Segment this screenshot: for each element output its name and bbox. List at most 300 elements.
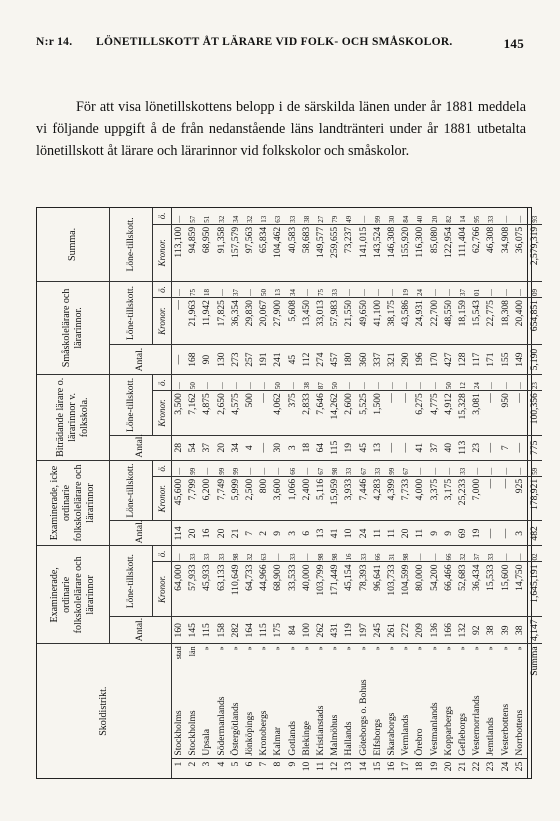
cell-a3: 40 [442,435,456,460]
table-row [286,208,300,778]
tillskott-header: Löne-tillskott. [110,460,153,521]
district-suffix: » [259,646,269,651]
cell-a3: 30 [271,435,285,460]
cell-o3: — [357,374,371,390]
cell-ks: 116,300 [413,224,427,281]
cell-a2: 13 [314,521,328,546]
district-name [200,644,214,758]
cell-k3: 4,875 [200,391,214,436]
cell-o2: — [513,460,528,476]
sum-k2: 178,921 [528,476,543,521]
row-number: 11 [315,761,327,771]
cell-o2: 99 [186,460,200,476]
cell-a1: 175 [271,617,285,644]
district-name [399,644,413,758]
table-row [215,208,229,778]
cell-a1: 38 [484,617,498,644]
cell-k4: 38,175 [385,298,399,345]
cell-a4: 274 [314,345,328,375]
row-number: 25 [513,761,525,772]
cell-a3: — [257,435,271,460]
cell-a2: 20 [399,521,413,546]
table-row [172,208,187,778]
district-name [215,644,229,758]
cell-os: — [357,208,371,224]
district-name [172,644,187,758]
cell-k3: 4,775 [428,391,442,436]
cell-a4: 457 [328,345,342,375]
table-row [229,208,243,778]
sum-a2: 482 [528,521,543,546]
cell-ks: 73,237 [342,224,356,281]
cell-a3: 7 [499,435,513,460]
district-name [413,644,427,758]
district-name [328,644,342,758]
tillskott-header: Löne-tillskott. [110,208,153,281]
cell-k2: 7,799 [186,476,200,521]
district-name [342,644,356,758]
table-body [172,208,543,778]
cell-k1: 45,933 [200,562,214,617]
cell-o4: 33 [328,281,342,297]
district-label: Södermanlands [215,696,227,756]
district-name [513,644,528,758]
cell-k2: 25,233 [456,476,470,521]
cell-o2: 33 [371,460,385,476]
cell-a2: 16 [200,521,214,546]
cell-o1: — [513,546,528,562]
cell-o2: — [470,460,484,476]
district-label: Örebro [414,728,426,756]
cell-a1: 39 [499,617,513,644]
cell-k3: 6,275 [413,391,427,436]
cell-o3: — [413,374,427,390]
row-number: 8 [272,761,284,767]
district-suffix: » [401,646,411,651]
district-suffix: » [429,646,439,651]
page-number: 145 [503,36,524,51]
cell-a3: 45 [357,435,371,460]
district-name [271,644,285,758]
cell-a4: 257 [243,345,257,375]
district-label: Vesterbottens [499,703,511,756]
cell-a4: 241 [271,345,285,375]
cell-o2: 99 [215,460,229,476]
cell-o1: 98 [328,546,342,562]
cell-k4: 21,963 [186,298,200,345]
cell-k1: 80,000 [413,562,427,617]
cell-a3: — [513,435,528,460]
cell-k2: 3,375 [428,476,442,521]
cell-k3: 375 [286,391,300,436]
cell-o2: 66 [286,460,300,476]
row-number: 7 [258,761,270,767]
cell-os: 82 [442,208,456,224]
row-number: 19 [428,761,440,772]
cell-ks: 36,075 [513,224,528,281]
cell-o1: 98 [314,546,328,562]
cell-o1: 98 [229,546,243,562]
cell-k3: 2,600 [342,391,356,436]
cell-a3: 19 [342,435,356,460]
district-name [371,644,385,758]
row-number: 17 [400,761,412,772]
sum-a3: 775 [528,435,543,460]
group-header: Examinerade, ordinarie folkskolelärare och lärarinnor [37,546,110,644]
running-title: LÖNETILLSKOTT ÅT LÄRARE VID FOLK- OCH SMÅSKOLOR. [96,36,453,48]
table-head [37,208,172,778]
cell-a1: 261 [385,617,399,644]
cell-k4: 20,067 [257,298,271,345]
cell-k1: 54,200 [428,562,442,617]
cell-o1: 66 [371,546,385,562]
cell-a4: — [172,345,187,375]
cell-a3: 23 [470,435,484,460]
district-suffix: » [500,646,510,651]
cell-o1: 33 [286,546,300,562]
cell-a1: 166 [442,617,456,644]
cell-k3: 500 [243,391,257,436]
cell-o1: 33 [484,546,498,562]
sum-ks: 2,579,319 [528,224,543,281]
cell-a2: 9 [442,521,456,546]
cell-k2: 4,000 [413,476,427,521]
cell-a4: 170 [428,345,442,375]
cell-ks: 40,583 [286,224,300,281]
district-suffix: » [387,646,397,651]
cell-o4: 75 [314,281,328,297]
cell-a4: 290 [399,345,413,375]
cell-a2: 21 [229,521,243,546]
cell-o2: 98 [328,460,342,476]
sum-o1: 02 [528,546,543,562]
cell-os: 63 [271,208,285,224]
cell-k4: 22,775 [484,298,498,345]
cell-o2: 67 [399,460,413,476]
cell-o1: 33 [357,546,371,562]
cell-a2: 9 [271,521,285,546]
group-header: Examinerade, icke ordinarie folkskolelärare och lärarinnor [37,460,110,546]
cell-k3: 5,525 [357,391,371,436]
cell-o3: 50 [186,374,200,390]
cell-a2: 10 [342,521,356,546]
cell-o1: 37 [470,546,484,562]
district-label: Kalmar [272,726,284,756]
sum-o3: 23 [528,374,543,390]
cell-a3: — [385,435,399,460]
unit-ore: ö. [153,460,172,476]
cell-k3: — [513,391,528,436]
cell-a1: 136 [428,617,442,644]
cell-ks: 141,015 [357,224,371,281]
cell-k2: 4,399 [385,476,399,521]
cell-k1: 103,733 [385,562,399,617]
cell-o4: — [300,281,314,297]
cell-os: 30 [385,208,399,224]
cell-k1: 68,900 [271,562,285,617]
district-name [442,644,456,758]
cell-a3: 64 [314,435,328,460]
sum-a1: 4,147 [528,617,543,644]
district-name [243,644,257,758]
district-suffix: » [245,646,255,651]
cell-o4: — [215,281,229,297]
cell-a4: 117 [470,345,484,375]
cell-o4: 24 [413,281,427,297]
cell-o2: 99 [385,460,399,476]
antal-header: Antal. [110,345,172,375]
cell-o3: — [342,374,356,390]
unit-kronor: Kronor. [153,476,172,521]
cell-o3: — [200,374,214,390]
district-name [499,644,513,758]
cell-k3: 2,833 [300,391,314,436]
cell-ks: 68,950 [200,224,214,281]
cell-k2: 3,600 [271,476,285,521]
row-number: 20 [442,761,454,772]
cell-k3: 15,328 [456,391,470,436]
section-number: N:r 14. [36,36,73,48]
cell-o3: — [428,374,442,390]
cell-a2: 3 [513,521,528,546]
district-suffix: » [230,646,240,651]
cell-a2: 69 [456,521,470,546]
cell-a4: 427 [442,345,456,375]
cell-k4: 41,100 [371,298,385,345]
cell-os: 95 [470,208,484,224]
district-name [456,644,470,758]
table-row [357,208,371,778]
sum-o4: 09 [528,281,543,297]
cell-os: 40 [413,208,427,224]
cell-o2: 99 [229,460,243,476]
district-suffix: » [415,646,425,651]
table-row [442,208,456,778]
district-name [300,644,314,758]
cell-k3: — [257,391,271,436]
cell-o2: — [428,460,442,476]
row-number: 15 [371,761,383,772]
cell-o1: 63 [257,546,271,562]
cell-os: 84 [399,208,413,224]
cell-a3: — [484,435,498,460]
cell-k3: 14,262 [328,391,342,436]
cell-a2: 41 [328,521,342,546]
cell-o2: 33 [456,460,470,476]
cell-a4: 337 [371,345,385,375]
cell-o3: 87 [314,374,328,390]
cell-ks: 111,404 [456,224,470,281]
cell-a4: 128 [456,345,470,375]
cell-k4: 43,586 [399,298,413,345]
cell-a3: 115 [328,435,342,460]
statistics-table-frame [36,207,541,779]
cell-o3: — [172,374,187,390]
cell-k2: 4,283 [371,476,385,521]
cell-a1: 100 [300,617,314,644]
cell-ks: 104,462 [271,224,285,281]
cell-o1: 98 [399,546,413,562]
cell-k3: 4,062 [271,391,285,436]
table-row [513,208,528,778]
cell-k2: 2,400 [300,476,314,521]
cell-o1: 33 [215,546,229,562]
cell-ks: 62,766 [470,224,484,281]
cell-k2: 7,733 [399,476,413,521]
cell-o2: — [499,460,513,476]
district-suffix: län [188,646,198,657]
cell-o4: 37 [456,281,470,297]
cell-k2: 925 [513,476,528,521]
district-label: Skaraborgs [386,712,398,756]
cell-os: 38 [300,208,314,224]
row-number: 10 [300,761,312,772]
unit-ore: ö. [153,281,172,297]
cell-o3: 50 [442,374,456,390]
cell-o3: — [243,374,257,390]
cell-o2: — [243,460,257,476]
district-label: Vesternorrlands [471,695,483,756]
district-suffix: stad [174,646,183,660]
row-number: 24 [499,761,511,772]
cell-k1: 45,154 [342,562,356,617]
cell-a3: 113 [456,435,470,460]
district-suffix: » [458,646,468,651]
table-row [243,208,257,778]
district-suffix: » [486,646,496,651]
district-suffix: » [443,646,453,651]
cell-k2: 15,959 [328,476,342,521]
cell-k3: 7,646 [314,391,328,436]
cell-o3: 50 [271,374,285,390]
cell-k4: 33,013 [314,298,328,345]
district-suffix: » [514,646,524,651]
cell-k1: 40,000 [300,562,314,617]
table-row [328,208,342,778]
cell-o1: 31 [385,546,399,562]
cell-a4: 273 [229,345,243,375]
cell-a3: 54 [186,435,200,460]
cell-a1: 119 [342,617,356,644]
cell-k4: 17,825 [215,298,229,345]
cell-k4: 24,931 [413,298,427,345]
cell-a1: 197 [357,617,371,644]
unit-kronor: Kronor. [153,391,172,436]
cell-a1: 38 [513,617,528,644]
table-row [186,208,200,778]
cell-a4: 130 [215,345,229,375]
district-name [286,644,300,758]
cell-k2: — [484,476,498,521]
district-label: Blekinge [300,721,312,756]
district-suffix: » [372,646,382,651]
cell-a4: 180 [342,345,356,375]
district-suffix: » [330,646,340,651]
cell-os: 99 [371,208,385,224]
district-suffix: » [202,646,212,651]
cell-a2: 24 [357,521,371,546]
cell-o4: — [172,281,187,297]
cell-o4: — [385,281,399,297]
cell-ks: 85,080 [428,224,442,281]
cell-o4: 75 [186,281,200,297]
row-number: 2 [187,761,199,767]
table-row [413,208,427,778]
cell-k2: 5,999 [229,476,243,521]
cell-k4: 49,650 [357,298,371,345]
cell-o3: — [499,374,513,390]
cell-a4: 196 [413,345,427,375]
table-row [314,208,328,778]
cell-o4: — [484,281,498,297]
cell-o3: — [371,374,385,390]
cell-o2: 67 [357,460,371,476]
cell-ks: 143,524 [371,224,385,281]
cell-o3: 24 [470,374,484,390]
table-row [371,208,385,778]
cell-k4: 20,400 [513,298,528,345]
cell-o4: 01 [470,281,484,297]
unit-ore: ö. [153,374,172,390]
cell-o1: — [499,546,513,562]
cell-a2: 20 [215,521,229,546]
cell-o4: — [499,281,513,297]
cell-k1: 52,683 [456,562,470,617]
row-number: 3 [201,761,213,767]
row-number: 13 [343,761,355,772]
unit-ore: ö. [153,546,172,562]
cell-o4: 18 [200,281,214,297]
intro-text: För att visa lönetillskottens belopp i de särskilda länen under år 1881 meddela vi följande uppgift å de från nedanstående läns landtränteri under år 1881 utbetalta lönetillskott åt lärare och lärarinnor vid folkskolor och småskolor. [36,99,526,159]
cell-o2: — [413,460,427,476]
cell-o1: — [428,546,442,562]
cell-a2: 3 [286,521,300,546]
cell-a3: 3 [286,435,300,460]
row-number: 12 [329,761,341,772]
unit-kronor: Kronor. [153,224,172,281]
cell-a1: 164 [243,617,257,644]
table-row [342,208,356,778]
cell-o3: 12 [456,374,470,390]
sum-k1: 1,645,191 [528,562,543,617]
district-label: Hallands [343,721,355,756]
cell-k1: 78,393 [357,562,371,617]
cell-o3: — [257,374,271,390]
cell-k2: 7,000 [470,476,484,521]
cell-k1: 103,799 [314,562,328,617]
table-row [499,208,513,778]
cell-ks: 113,100 [172,224,187,281]
cell-a4: 149 [513,345,528,375]
district-label: Jemtlands [485,717,497,756]
cell-a2: — [499,521,513,546]
cell-o4: — [442,281,456,297]
cell-k1: 36,434 [470,562,484,617]
cell-o1: — [300,546,314,562]
cell-k1: 110,649 [229,562,243,617]
cell-o2: 33 [342,460,356,476]
cell-a3: — [399,435,413,460]
cell-os: 34 [229,208,243,224]
table-row [300,208,314,778]
cell-a2: 114 [172,521,187,546]
cell-os: 51 [200,208,214,224]
district-label: Kopparbergs [442,706,454,756]
cell-o1: 32 [243,546,257,562]
cell-a4: 321 [385,345,399,375]
cell-k3: 3,500 [172,391,187,436]
cell-o4: 13 [271,281,285,297]
